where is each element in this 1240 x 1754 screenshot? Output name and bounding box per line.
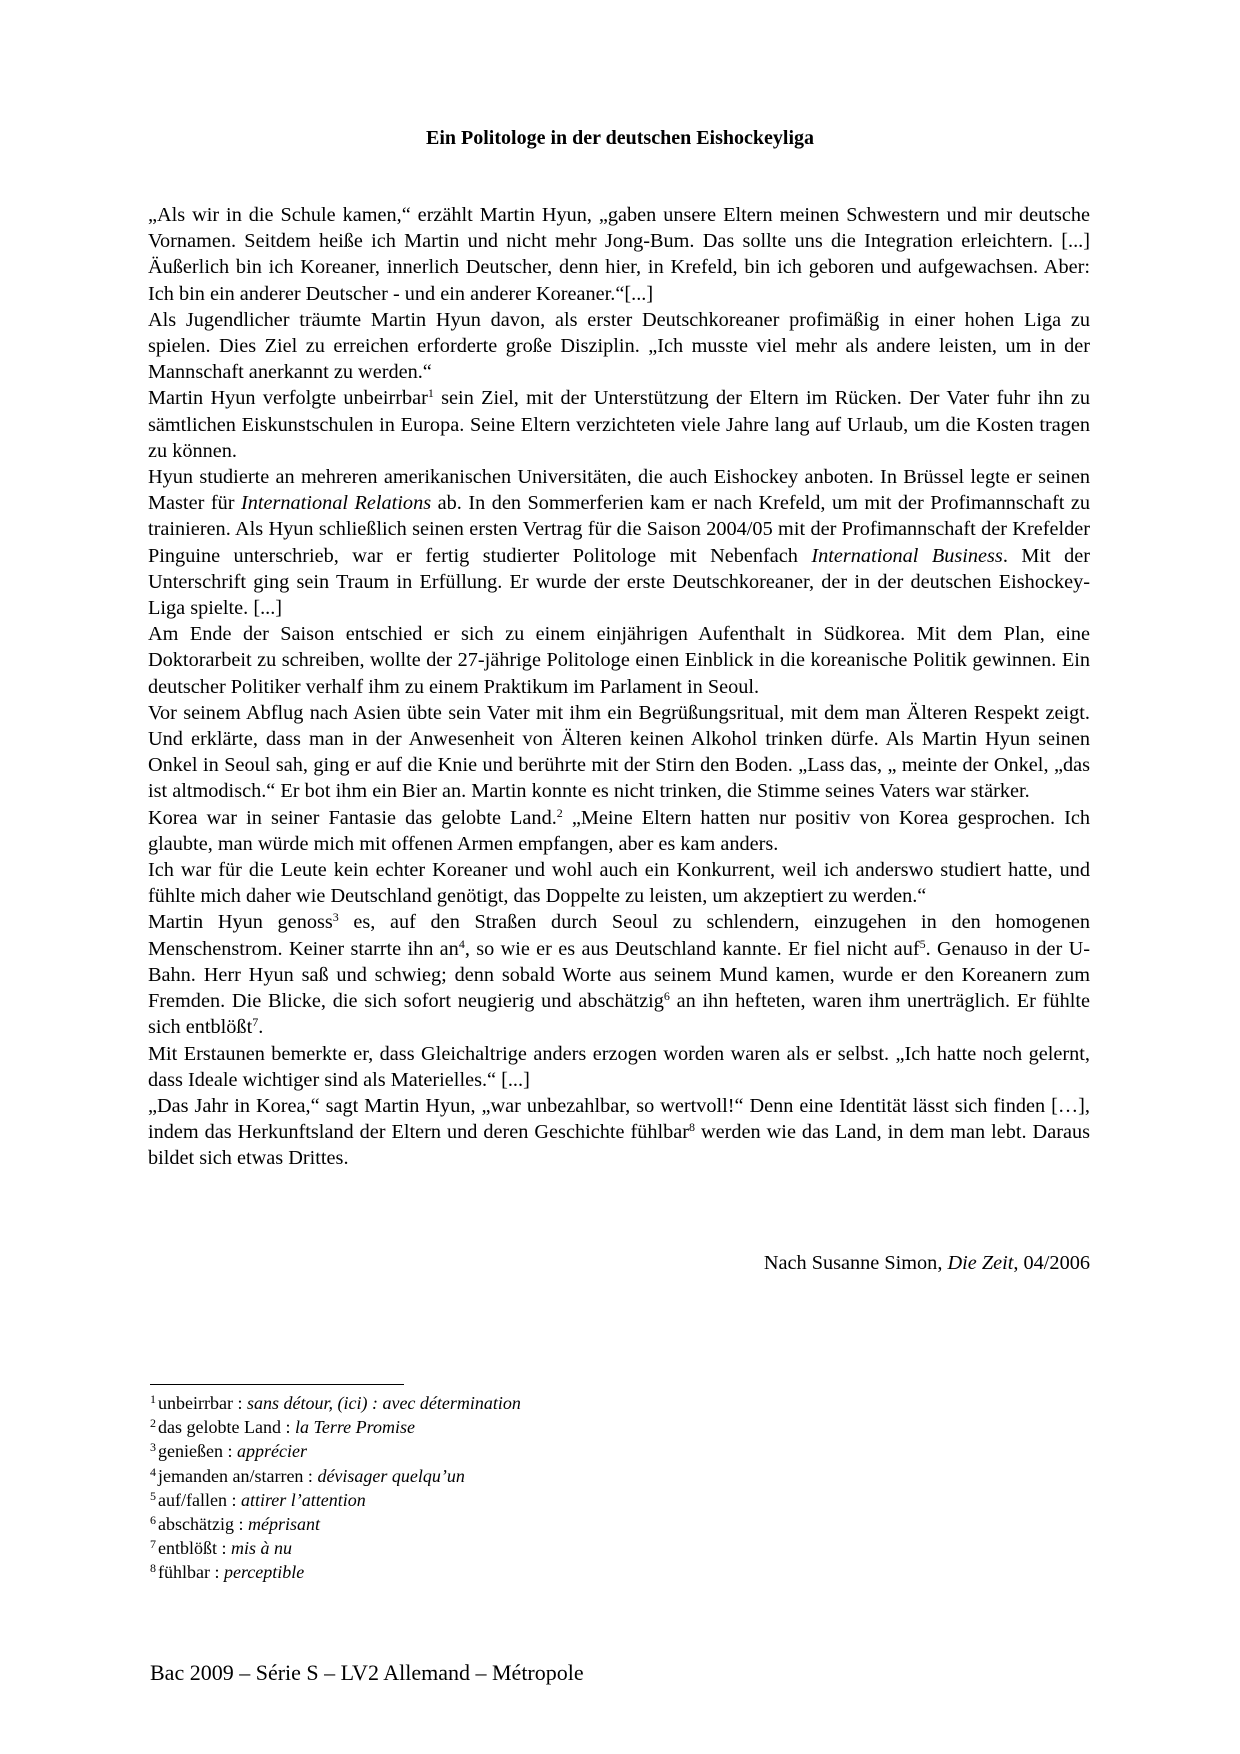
paragraph: Mit Erstaunen bemerkte er, dass Gleichaltrige anders erzogen worden waren als er selbst. „Ich hatte noch gelernt, dass Ideale wichtiger sind als Materielles.“ [...]	[148, 1042, 1090, 1091]
italic-term: International Business	[811, 544, 1003, 567]
paragraph: Am Ende der Saison entschied er sich zu einem einjährigen Aufenthalt in Südkorea. Mit dem Plan, eine Doktorarbeit zu schreiben, wollte der 27-jährige Politologe einen Einblick in die koreanische Politik gewinnen. Ein deutscher Politiker verhalf ihm zu einem Praktikum im Parlament in Seoul.	[148, 623, 1090, 698]
source-citation: Nach Susanne Simon, Die Zeit, 04/2006	[763, 1252, 1090, 1274]
footnote-ref: 7	[252, 1015, 259, 1030]
footnote: $^6$ abschätzig : méprisant	[150, 1513, 320, 1535]
paragraph: Korea war in seiner Fantasie das gelobte Land.$^2$ „Meine Eltern hatten nur positiv von Korea gesprochen. Ich glaubte, man würde mich mit offenen Armen empfangen, aber es kam anders.	[148, 805, 1090, 855]
footnote: $^3$ genießen : apprécier	[150, 1440, 307, 1462]
footnote: $^8$ fühlbar : perceptible	[150, 1561, 305, 1583]
footnote-ref: 6	[663, 989, 670, 1004]
footnotes	[150, 1391, 850, 1585]
footnote-ref: 8	[689, 1120, 696, 1135]
paragraph: Ich war für die Leute kein echter Koreaner und wohl auch ein Konkurrent, weil ich anderswo studiert hatte, und fühlte mich daher wie Deutschland genötigt, das Doppelte zu leisten, um akzeptiert zu werden.“	[148, 859, 1090, 908]
footnote: $^1$ unbeirrbar : sans détour, (ici) : avec détermination	[150, 1392, 521, 1413]
footnote: $^7$ entblößt : mis à nu	[150, 1537, 293, 1559]
publication-name: Die Zeit	[947, 1252, 1014, 1274]
footnote-ref: 1	[427, 386, 434, 401]
page-footer: Bac 2009 – Série S – LV2 Allemand – Métropole	[150, 1660, 584, 1685]
article-body	[148, 202, 1090, 1172]
footnote-ref: 4	[458, 936, 465, 951]
footnote-ref: 2	[556, 805, 563, 820]
italic-term: International Relations	[240, 492, 432, 515]
footnote: $^4$ jemanden an/starren : dévisager quelqu’un	[150, 1464, 465, 1486]
paragraph: „Das Jahr in Korea,“ sagt Martin Hyun, „war unbezahlbar, so wertvoll!“ Denn eine Identität lässt sich finden […], indem das Herkunftsland der Eltern und deren Geschichte fühlbar$^8$ werden wie das Land, in dem man lebt. Daraus bildet sich etwas Drittes.	[148, 1094, 1090, 1170]
footnote-ref: 3	[332, 910, 339, 925]
footnote-divider	[150, 1384, 404, 1385]
page-title: Ein Politologe in der deutschen Eishockeyliga	[426, 127, 814, 149]
paragraph: Vor seinem Abflug nach Asien übte sein Vater mit ihm ein Begrüßungsritual, mit dem man Älteren Respekt zeigt. Und erklärte, dass man in der Anwesenheit von Älteren keinen Alkohol trinken dürfe. Als Martin Hyun seinen Onkel in Seoul sah, ging er auf die Knie und berührte mit der Stirn den Boden. „Lass das, „ meinte der Onkel, „das ist altmodisch.“ Er bot ihm ein Bier an. Martin konnte es nicht trinken, die Stimme seines Vaters war stärker.	[148, 701, 1090, 803]
footnote: $^2$ das gelobte Land : la Terre Promise	[150, 1416, 415, 1438]
footnote: $^5$ auf/fallen : attirer l’attention	[150, 1488, 366, 1510]
paragraph: Als Jugendlicher träumte Martin Hyun davon, als erster Deutschkoreaner profimäßig in einer hohen Liga zu spielen. Dies Ziel zu erreichen erforderte große Disziplin. „Ich musste viel mehr als andere leisten, um in der Mannschaft anerkannt zu werden.“	[148, 308, 1090, 384]
paragraph: Hyun studierte an mehreren amerikanischen Universitäten, die auch Eishockey anboten. In Brüssel legte er seinen Master für International Relations ab. In den Sommerferien kam er nach Krefeld, um mit der Profimannschaft zu trainieren. Als Hyun schließlich seinen ersten Vertrag für die Saison 2004/05 mit der Profimannschaft der Krefelder Pinguine unterschrieb, war er fertig studierter Politologe mit Nebenfach International Business. Mit der Unterschrift ging sein Traum in Erfüllung. Er wurde der erste Deutschkoreaner, der in der deutschen Eishockey-Liga spielte. [...]	[148, 466, 1090, 620]
paragraph: Martin Hyun genoss$^3$ es, auf den Straßen durch Seoul zu schlendern, einzugehen in den homogenen Menschenstrom. Keiner starrte ihn $an^4$, so wie er es aus Deutschland kannte. Er fiel nicht auf$^5$. Genauso in der U-Bahn. Herr Hyun saß und schwieg; denn sobald Worte aus seinem Mund kamen, wurde er den Koreanern zum Fremden. Die Blicke, die sich sofort neugierig und abschätzig$^6$ an ihn hefteten, waren ihm unerträglich. Er fühlte sich entblößt$^7$.	[148, 910, 1090, 1039]
paragraph: „Als wir in die Schule kamen,“ erzählt Martin Hyun, „gaben unsere Eltern meinen Schwestern und mir deutsche Vornamen. Seitdem heiße ich Martin und nicht mehr Jong-Bum. Das sollte uns die Integration erleichtern. [...] Äußerlich bin ich Koreaner, innerlich Deutscher, denn hier, in Krefeld, bin ich geboren und aufgewachsen. Aber: Ich bin ein anderer Deutscher - und ein anderer Koreaner.“[...]	[148, 204, 1090, 305]
paragraph: Martin Hyun verfolgte unbeirrbar$^1$ sein Ziel, mit der Unterstützung der Eltern im Rücken. Der Vater fuhr ihn zu sämtlichen Eiskunstschulen in Europa. Seine Eltern verzichteten viele Jahre lang auf Urlaub, um die Kosten tragen zu können.	[148, 386, 1090, 462]
footnote-ref: 5	[919, 936, 926, 951]
